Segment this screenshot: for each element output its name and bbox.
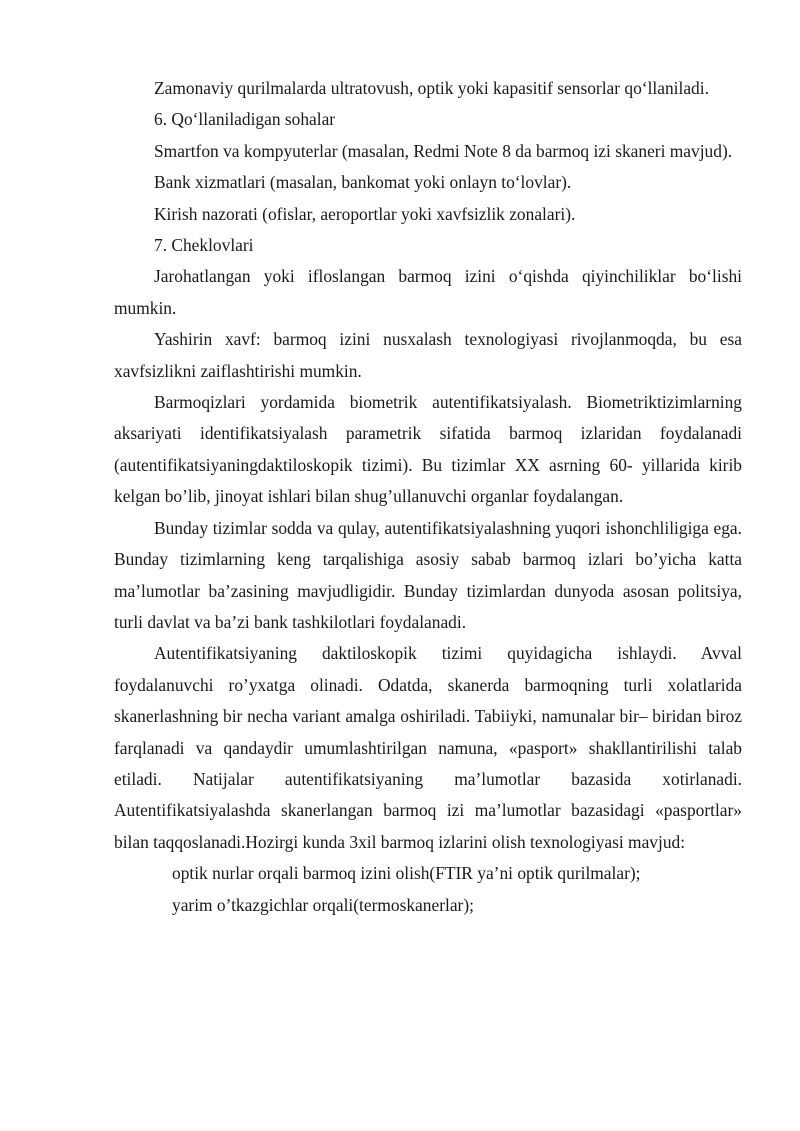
paragraph-access-control: Kirish nazorati (ofislar, aeroportlar yoki xavfsizlik zonalari). xyxy=(154,203,576,224)
paragraph-banking: Bank xizmatlari (masalan, bankomat yoki onlayn to‘lovlar). xyxy=(154,172,572,193)
paragraph-sensors: Zamonaviy qurilmalarda ultratovush, optik yoki kapasitif sensorlar qo‘llaniladi. xyxy=(154,78,709,98)
document-page xyxy=(114,73,742,921)
paragraph-systems-simple: Bunday tizimlar sodda va qulay, autentifikatsiyalashning yuqori ishonchliligiga ega. Bunday tizimlarning keng tarqalishiga asosiy sabab barmoq izlari bo’yicha katta ma’lumotlar ba’zasining mavjudligidir. Bunday tizimlardan dunyoda asosan politsiya, turli davlat va ba’zi bank tashkilotlari foydalanadi. xyxy=(114,517,742,632)
paragraph-dactyloscopic-process: Autentifikatsiyaning daktiloskopik tizimi quyidagicha ishlaydi. Avval foydalanuvchi ro’yxatga olinadi. Odatda, skanerda barmoqning turli xolatlarida skanerlashning bir necha variant amalga oshiriladi. Tabiiyki, namunalar bir– biridan biroz farqlanadi va qandaydir umumlashtirilgan namuna, «pasport» shakllantirilishi talab etiladi. Natijalar autentifikatsiyaning ma’lumotlar bazasida xotirlanadi. Autentifikatsiyalashda skanerlangan barmoq izi ma’lumotlar bazasidagi «pasportlar» bilan taqqoslanadi.Hozirgi kunda 3xil barmoq izlarini olish texnologiyasi mavjud: xyxy=(114,643,742,852)
paragraph-injured-fingers: Jarohatlangan yoki ifloslangan barmoq izini o‘qishda qiyinchiliklar bo‘lishi mumkin. xyxy=(114,266,742,318)
paragraph-hidden-risk: Yashirin xavf: barmoq izini nusxalash texnologiyasi rivojlanmoqda, bu esa xavfsizlikni zaiflashtirishi mumkin. xyxy=(114,329,742,381)
list-item-optical: optik nurlar orqali barmoq izini olish(FTIR ya’ni optik qurilmalar); xyxy=(172,863,641,884)
list-item-semiconductor: yarim o’tkazgichlar orqali(termoskanerlar); xyxy=(172,894,474,915)
section-heading-applications: 6. Qo‘llaniladigan sohalar xyxy=(154,109,336,130)
paragraph-biometric-authentication: Barmoqizlari yordamida biometrik autentifikatsiyalash. Biometriktizimlarning aksariyati identifikatsiyalash parametrik sifatida barmoq izlaridan foydalanadi (autentifikatsiyaningdaktiloskopik tizimi). Bu tizimlar XX asrning 60- yillarida kirib kelgan bo’lib, jinoyat ishlari bilan shug’ullanuvchi organlar foydalangan. xyxy=(114,392,742,507)
paragraph-smartphones: Smartfon va kompyuterlar (masalan, Redmi Note 8 da barmoq izi skaneri mavjud). xyxy=(154,140,733,161)
section-heading-limitations: 7. Cheklovlari xyxy=(154,235,254,256)
